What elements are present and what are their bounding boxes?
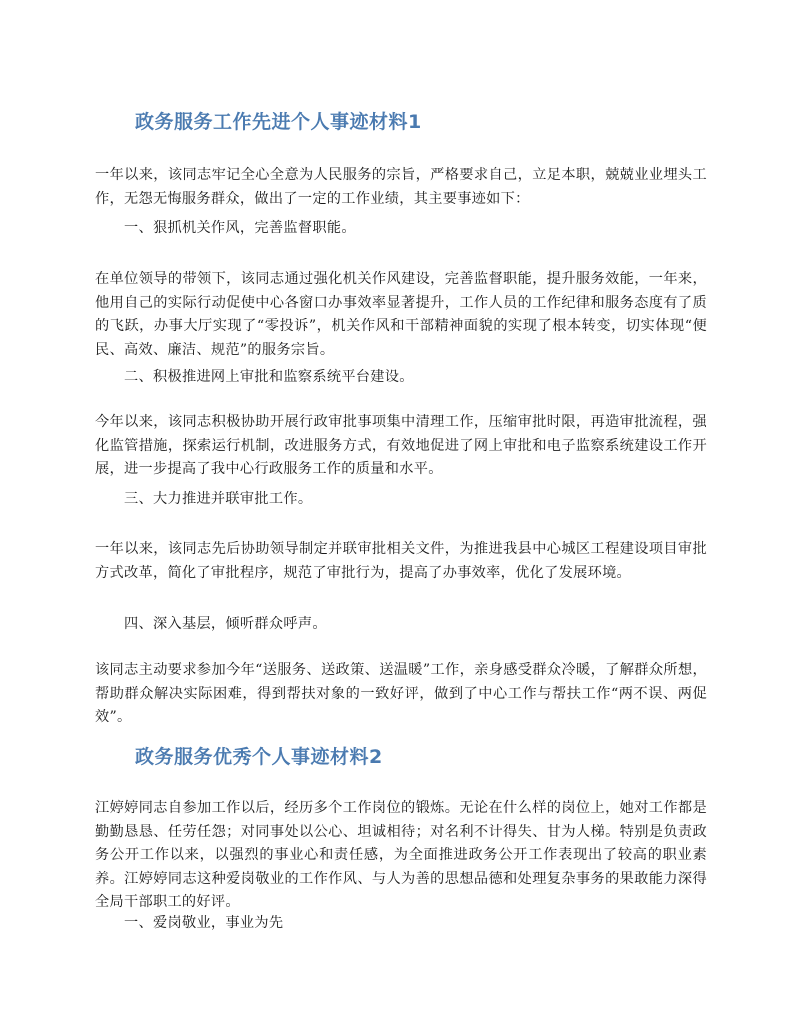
- document-heading-2: 政务服务优秀个人事迹材料2: [135, 746, 383, 768]
- section-1-body: 在单位领导的带领下，该同志通过强化机关作风建设，完善监督职能，提升服务效能，一年来，他用自己的实际行动促使中心各窗口办事效率显著提升，工作人员的工作纪律和服务态度有了质的飞跃，办事大厅实现了“零投诉”，机关作风和干部精神面貌的实现了根本转变，切实体现“便民、高效、廉洁、规范”的服务宗旨。: [95, 271, 707, 358]
- document-heading-1: 政务服务工作先进个人事迹材料1: [135, 111, 422, 133]
- section-2-title: 二、积极推进网上审批和监察系统平台建设。: [124, 369, 414, 385]
- section-4-title: 四、深入基层，倾听群众呼声。: [124, 616, 327, 632]
- section-1-title: 一、狠抓机关作风，完善监督职能。: [124, 220, 356, 236]
- section-3-title: 三、大力推进并联审批工作。: [124, 491, 313, 507]
- section-5-title: 一、爱岗敬业，事业为先: [124, 915, 284, 931]
- section-2-body: 今年以来，该同志积极协助开展行政审批事项集中清理工作，压缩审批时限，再造审批流程，强化监管措施，探索运行机制，改进服务方式，有效地促进了网上审批和电子监察系统建设工作开展，进一步提高了我中心行政服务工作的质量和水平。: [95, 414, 707, 477]
- intro-paragraph: 一年以来，该同志牢记全心全意为人民服务的宗旨，严格要求自己，立足本职，兢兢业业埋头工作，无怨无悔服务群众，做出了一定的工作业绩，其主要事迹如下：: [95, 167, 707, 207]
- section-3-body: 一年以来，该同志先后协助领导制定并联审批相关文件，为推进我县中心城区工程建设项目审批方式改革，简化了审批程序，规范了审批行为，提高了办事效率，优化了发展环境。: [95, 541, 707, 581]
- intro-2-paragraph: 江婷婷同志自参加工作以后，经历多个工作岗位的锻炼。无论在什么样的岗位上，她对工作都是勤勤恳恳、任劳任怨；对同事处以公心、坦诚相待；对名利不计得失、甘为人梯。特别是负责政务公开工作以来，以强烈的事业心和责任感，为全面推进政务公开工作表现出了较高的职业素养。江婷婷同志这种爱岗敬业的工作作风、与人为善的思想品德和处理复杂事务的果敢能力深得全局干部职工的好评。: [95, 800, 707, 910]
- section-4-body: 该同志主动要求参加今年“送服务、送政策、送温暖”工作，亲身感受群众冷暖，了解群众所想，帮助群众解决实际困难，得到帮扶对象的一致好评，做到了中心工作与帮扶工作“两不误、两促效”。: [95, 662, 707, 725]
